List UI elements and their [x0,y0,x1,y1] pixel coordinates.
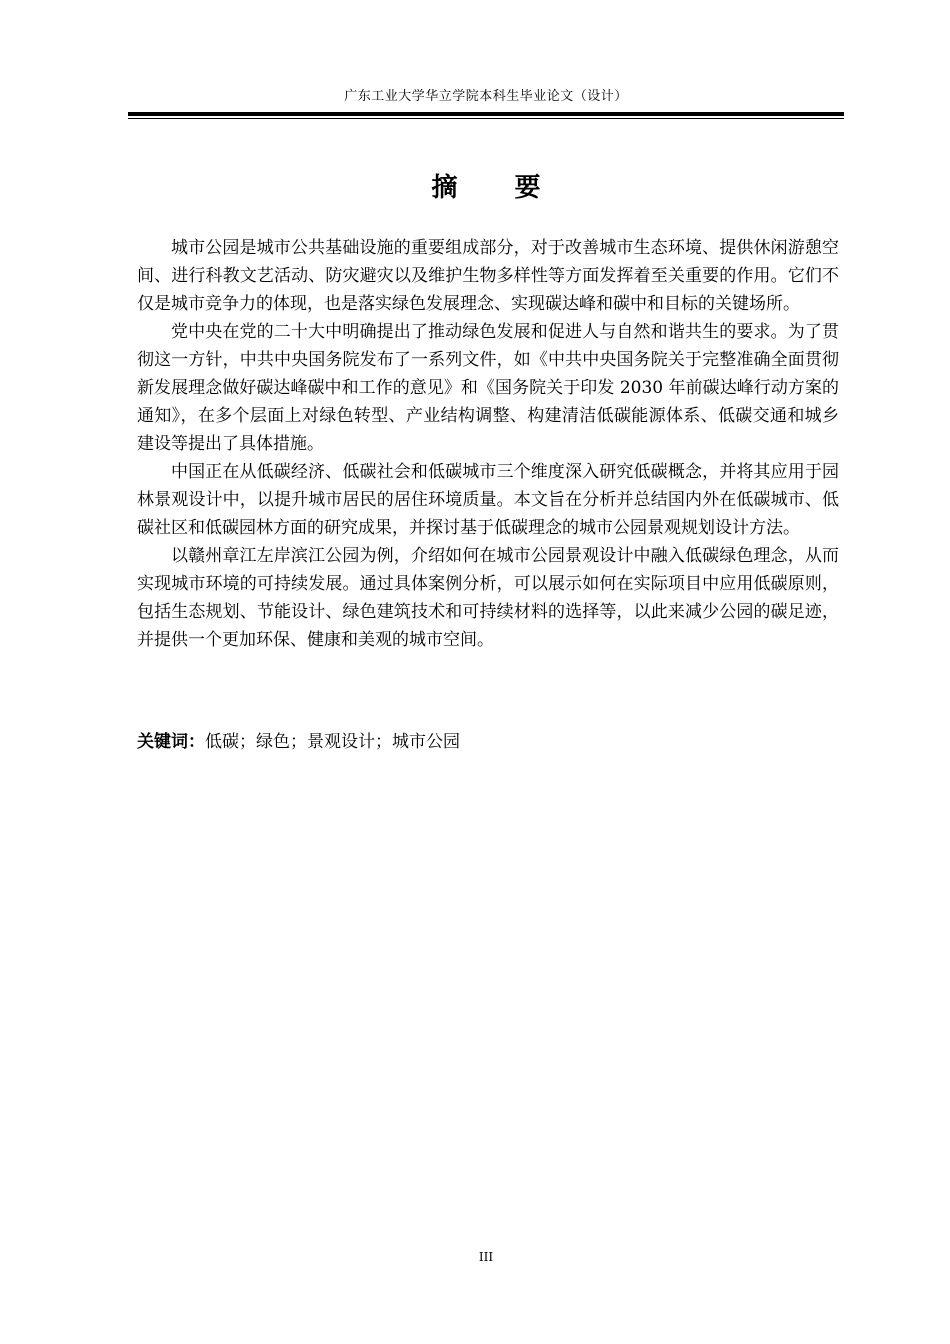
abstract-paragraph-4: 以赣州章江左岸滨江公园为例，介绍如何在城市公园景观设计中融入低碳绿色理念，从而实现城市环境的可持续发展。通过具体案例分析，可以展示如何在实际项目中应用低碳原则，包括生态规划、节能设计、绿色建筑技术和可持续材料的选择等，以此来减少公园的碳足迹，并提供一个更加环保、健康和美观的城市空间。 [137,546,839,650]
abstract-paragraph-3: 中国正在从低碳经济、低碳社会和低碳城市三个维度深入研究低碳概念，并将其应用于园林景观设计中，以提升城市居民的居住环境质量。本文旨在分析并总结国内外在低碳城市、低碳社区和低碳园林方面的研究成果，并探讨基于低碳理念的城市公园景观规划设计方法。 [137,462,839,538]
header-rule-thin [128,118,844,119]
abstract-title: 摘 要 [431,173,565,203]
abstract-paragraph-2: 党中央在党的二十大中明确提出了推动绿色发展和促进人与自然和谐共生的要求。为了贯彻这一方针，中共中央国务院发布了一系列文件，如《中共中央国务院关于完整准确全面贯彻新发展理念做好碳达峰碳中和工作的意见》和《国务院关于印发 2030 年前碳达峰行动方案的通知》，在多个层面上对绿色转型、产业结构调整、构建清洁低碳能源体系、低碳交通和城乡建设等提出了具体措施。 [137,322,839,454]
abstract-body [137,234,839,654]
keywords-list: 低碳；绿色；景观设计；城市公园 [205,732,460,752]
page-number: III [478,1250,494,1264]
abstract-paragraph-1: 城市公园是城市公共基础设施的重要组成部分，对于改善城市生态环境、提供休闲游憩空间、进行科教文艺活动、防灾避灾以及维护生物多样性等方面发挥着至关重要的作用。它们不仅是城市竞争力的体现，也是落实绿色发展理念、实现碳达峰和碳中和目标的关键场所。 [137,238,839,314]
running-header: 广东工业大学华立学院本科生毕业论文（设计） [344,89,628,104]
keywords-label: 关键词： [137,732,205,752]
keywords-line [137,729,839,755]
header-rule-thick [128,112,844,116]
